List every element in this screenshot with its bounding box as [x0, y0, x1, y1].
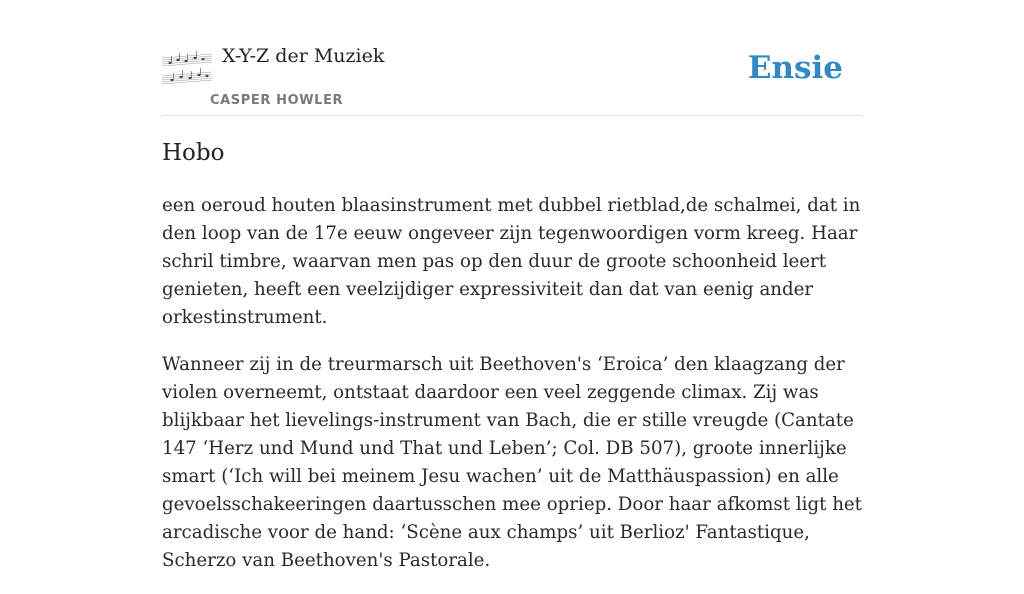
- ensie-logo[interactable]: Ensie: [747, 50, 843, 86]
- entry-paragraph: Wanneer zij in de treurmarsch uit Beethoven's ‘Eroica’ den klaagzang der violen overneemt, ontstaat daardoor een veel zeggende climax. Zij was blijkbaar het lievelings-instrument van Bach, die er stille vreugde (Cantate 147 ‘Herz und Mund und That und Leben’; Col. DB 507), groote innerlijke smart (‘Ich will bei meinem Jesu wachen’ uit de Matthäuspassion) en alle gevoelsschakeeringen daartusschen mee opriep. Door haar afkomst ligt het arcadische voor de hand: ‘Scène aux champs’ uit Berlioz' Fantastique, Scherzo van Beethoven's Pastorale.: [162, 354, 862, 571]
- book-title[interactable]: X-Y-Z der Muziek: [222, 45, 385, 67]
- book-header: [162, 0, 862, 116]
- entry-body: [162, 192, 862, 594]
- sheet-music-thumbnail-icon[interactable]: [162, 44, 212, 90]
- page: [162, 0, 862, 571]
- entry-paragraph: een oeroud houten blaasinstrument met dubbel rietblad,de schalmei, dat in den loop van de 17e eeuw ongeveer zijn tegenwoordigen vorm kreeg. Haar schril timbre, waarvan men pas op den duur de groote schoonheid leert genieten, heeft een veelzijdiger expressiviteit dan dat van eenig ander orkestinstrument.: [162, 195, 861, 328]
- book-author[interactable]: CASPER HOWLER: [210, 93, 344, 108]
- entry-title: Hobo: [162, 140, 225, 166]
